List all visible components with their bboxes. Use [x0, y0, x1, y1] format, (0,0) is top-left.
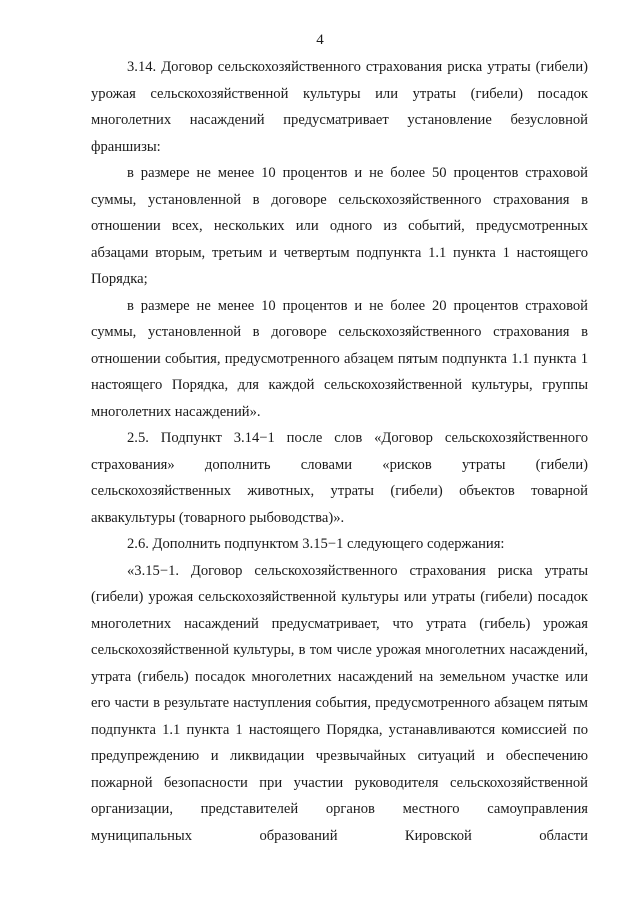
paragraph-3-15-1: «3.15−1. Договор сельскохозяйственного страхования риска утраты (гибели) урожая сельскохозяйственной культуры или утраты (гибели) посадок многолетних насаждений предусматривает, что утрата (гибель) урожая сельскохозяйственной культуры, в том числе урожая многолетних насаждений, утрата (гибель) посадок многолетних насаждений на земельном участке или его части в результате наступления события, предусмотренного абзацем пятым подпункта 1.1 пункта 1 настоящего Порядка, устанавливаются комиссией по предупреждению и ликвидации чрезвычайных ситуаций и обеспечению пожарной безопасности при участии руководителя сельскохозяйственной организации, представителей органов местного самоуправления муниципальных образований Кировской области	[91, 562, 588, 844]
paragraph-2-6: 2.6. Дополнить подпунктом 3.15−1 следующего содержания:	[127, 536, 505, 552]
paragraph-franchise-20: в размере не менее 10 процентов и не более 20 процентов страховой суммы, установленной в договоре сельскохозяйственного страхования в отношении события, предусмотренного абзацем пятым подпункта 1.1 пункта 1 настоящего Порядка, для каждой сельскохозяйственной культуры, группы многолетних насаждений».	[91, 297, 588, 420]
paragraph-2-5: 2.5. Подпункт 3.14−1 после слов «Договор сельскохозяйственного страхования» дополнить словами «рисков утраты (гибели) сельскохозяйственных животных, утраты (гибели) объектов товарной аквакультуры (товарного рыбоводства)».	[91, 430, 588, 526]
page-number: 4	[316, 32, 324, 48]
paragraph-franchise-50: в размере не менее 10 процентов и не более 50 процентов страховой суммы, установленной в договоре сельскохозяйственного страхования в отношении всех, нескольких или одного из событий, предусмотренных абзацами вторым, третьим и четвертым подпункта 1.1 пункта 1 настоящего Порядка;	[91, 165, 588, 287]
document-body	[91, 54, 588, 849]
paragraph-3-14: 3.14. Договор сельскохозяйственного страхования риска утраты (гибели) урожая сельскохозяйственной культуры или утраты (гибели) посадок многолетних насаждений предусматривает установление безусловной франшизы:	[91, 59, 588, 155]
